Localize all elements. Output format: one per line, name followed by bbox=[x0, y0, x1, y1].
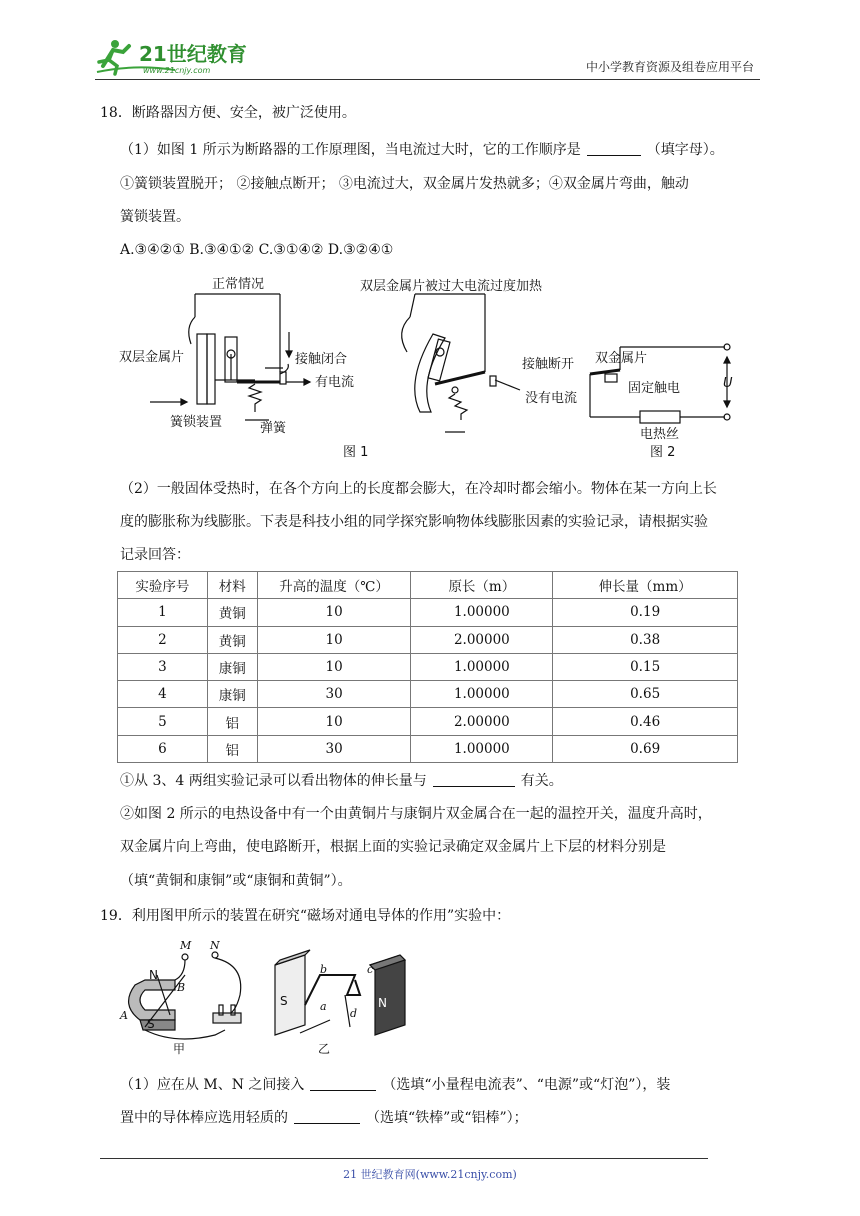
table-header-cell: 原长（m） bbox=[411, 572, 553, 599]
fig2-caption: 图 2 bbox=[650, 445, 676, 460]
table-cell: 30 bbox=[257, 681, 411, 708]
answer-blank-3[interactable] bbox=[310, 1077, 376, 1091]
answer-blank-1[interactable] bbox=[587, 142, 641, 156]
table-cell: 0.19 bbox=[553, 599, 738, 626]
fig-jia-label-A: A bbox=[120, 1009, 128, 1022]
q18-part1-text-a: （1）如图 1 所示为断路器的工作原理图，当电流过大时，它的工作顺序是 bbox=[120, 142, 581, 158]
table-cell: 0.38 bbox=[553, 626, 738, 653]
table-header-row bbox=[118, 572, 738, 599]
table-cell: 6 bbox=[118, 735, 208, 762]
table-cell: 1.00000 bbox=[411, 653, 553, 680]
page-header bbox=[95, 30, 760, 80]
fig-jia-label-S: S bbox=[147, 1017, 155, 1031]
q18-part2-line2: 度的膨胀称为线膨胀。下表是科技小组的同学探究影响物体线膨胀因素的实验记录，请根据实验 bbox=[120, 514, 708, 530]
fig1-label-nocurrent: 没有电流 bbox=[525, 391, 578, 406]
table-cell: 2.00000 bbox=[411, 626, 553, 653]
q19-part1-line2-text-b: （选填“铁棒”或“铝棒”）； bbox=[366, 1110, 528, 1126]
table-cell: 0.69 bbox=[553, 735, 738, 762]
table-cell: 1.00000 bbox=[411, 735, 553, 762]
table-cell: 1 bbox=[118, 599, 208, 626]
table-header-cell: 伸长量（mm） bbox=[553, 572, 738, 599]
q18-options: A.③④②① B.③④①② C.③①④② D.③②④① bbox=[120, 242, 394, 258]
q18-sub1-text-b: 有关。 bbox=[520, 773, 563, 789]
table-cell: 0.15 bbox=[553, 653, 738, 680]
q19-part1-line2 bbox=[120, 1108, 528, 1128]
q18-sub2-line1: ②如图 2 所示的电热设备中有一个由黄铜片与康铜片双金属合在一起的温控开关，温度升高时， bbox=[120, 806, 712, 822]
fig-yi-label-d: d bbox=[350, 1007, 358, 1020]
table-cell: 铝 bbox=[207, 708, 257, 735]
q18-part1-line2: ①簧锁装置脱开； ②接触点断开； ③电流过大，双金属片发热就多；④双金属片弯曲，触动 bbox=[120, 176, 689, 192]
q18-part1-line3: 簧锁装置。 bbox=[120, 209, 190, 225]
table-cell: 康铜 bbox=[207, 653, 257, 680]
table-cell: 10 bbox=[257, 708, 411, 735]
logo-text: 21世纪教育 bbox=[139, 42, 247, 66]
q19-title: 19．利用图甲所示的装置在研究“磁场对通电导体的作用”实验中： bbox=[100, 908, 511, 924]
q18-part2-line3: 记录回答： bbox=[120, 547, 190, 563]
table-cell: 2 bbox=[118, 626, 208, 653]
table-row bbox=[118, 653, 738, 680]
q18-sub1-text-a: ①从 3、4 两组实验记录可以看出物体的伸长量与 bbox=[120, 773, 427, 789]
table-cell: 0.65 bbox=[553, 681, 738, 708]
fig1-caption: 图 1 bbox=[343, 445, 369, 460]
table-row bbox=[118, 735, 738, 762]
table-cell: 铝 bbox=[207, 735, 257, 762]
fig2-label-bimetal: 双金属片 bbox=[595, 351, 648, 366]
table-cell: 10 bbox=[257, 626, 411, 653]
fig-yi-label-a: a bbox=[320, 1000, 327, 1013]
footer-divider bbox=[100, 1158, 708, 1159]
table-cell: 0.46 bbox=[553, 708, 738, 735]
fig1-label-close: 接触闭合 bbox=[295, 352, 348, 367]
q18-part2-line1: （2）一般固体受热时，在各个方向上的长度都会膨大，在冷却时都会缩小。物体在某一方向上长 bbox=[120, 481, 717, 497]
fig2-label-wire: 电热丝 bbox=[640, 427, 680, 442]
fig2-label-u: U bbox=[723, 376, 733, 391]
figure-jia-yi bbox=[115, 935, 415, 1060]
logo-url: www.21cnjy.com bbox=[143, 66, 211, 75]
table-cell: 3 bbox=[118, 653, 208, 680]
q19-part1-text-b: （选填“小量程电流表”、“电源”或“灯泡”），装 bbox=[382, 1077, 671, 1093]
fig1-label-lock: 簧锁装置 bbox=[170, 415, 223, 430]
q18-sub2-line2: 双金属片向上弯曲，使电路断开，根据上面的实验记录确定双金属片上下层的材料分别是 bbox=[120, 839, 666, 855]
q18-part1-text-b: （填字母）。 bbox=[646, 142, 724, 158]
table-cell: 1.00000 bbox=[411, 599, 553, 626]
fig-yi-label-c: c bbox=[367, 963, 374, 976]
q19-part1-line2-text-a: 置中的导体棒应选用轻质的 bbox=[120, 1110, 288, 1126]
fig2-label-contact: 固定触电 bbox=[628, 381, 681, 396]
table-cell: 5 bbox=[118, 708, 208, 735]
table-cell: 2.00000 bbox=[411, 708, 553, 735]
table-cell: 10 bbox=[257, 653, 411, 680]
table-cell: 黄铜 bbox=[207, 599, 257, 626]
fig1-label-heated: 双层金属片被过大电流过度加热 bbox=[360, 279, 543, 294]
fig-yi-caption: 乙 bbox=[318, 1042, 331, 1056]
fig-yi-label-N: N bbox=[378, 996, 387, 1010]
fig-yi-label-S: S bbox=[280, 994, 288, 1008]
header-platform-title: 中小学教育资源及组卷应用平台 bbox=[585, 60, 754, 74]
fig-jia-label-B: B bbox=[177, 981, 186, 994]
table-cell: 康铜 bbox=[207, 681, 257, 708]
page-footer: 21 世纪教育网(www.21cnjy.com) bbox=[343, 1168, 517, 1181]
table-header-cell: 材料 bbox=[207, 572, 257, 599]
fig1-label-normal: 正常情况 bbox=[212, 277, 265, 292]
table-row bbox=[118, 708, 738, 735]
table-row bbox=[118, 681, 738, 708]
expansion-data-table bbox=[117, 571, 738, 763]
table-row bbox=[118, 626, 738, 653]
fig1-label-open: 接触断开 bbox=[522, 357, 575, 372]
fig-jia-label-M: M bbox=[180, 939, 192, 952]
table-row bbox=[118, 599, 738, 626]
table-cell: 10 bbox=[257, 599, 411, 626]
answer-blank-4[interactable] bbox=[294, 1110, 360, 1124]
q18-title: 18．断路器因方便、安全，被广泛使用。 bbox=[100, 105, 356, 121]
q18-sub1 bbox=[120, 771, 563, 791]
fig1-label-spring: 弹簧 bbox=[260, 421, 287, 436]
q19-part1-line1 bbox=[120, 1075, 670, 1095]
table-cell: 30 bbox=[257, 735, 411, 762]
answer-blank-2[interactable] bbox=[433, 773, 515, 787]
table-cell: 4 bbox=[118, 681, 208, 708]
q18-part1-line1 bbox=[120, 140, 724, 160]
fig-jia-label-N: N bbox=[210, 939, 220, 952]
q18-sub2-line3: （填“黄铜和康铜”或“康铜和黄铜”）。 bbox=[120, 873, 352, 889]
fig-jia-label-N-magnet: N bbox=[149, 968, 158, 982]
table-cell: 1.00000 bbox=[411, 681, 553, 708]
table-cell: 黄铜 bbox=[207, 626, 257, 653]
table-header-cell: 升高的温度（℃） bbox=[257, 572, 411, 599]
fig-jia-caption: 甲 bbox=[173, 1042, 186, 1056]
site-logo bbox=[95, 36, 265, 76]
table-header-cell: 实验序号 bbox=[118, 572, 208, 599]
fig-yi-label-b: b bbox=[320, 963, 328, 976]
figure-1-and-2 bbox=[115, 272, 745, 462]
fig1-label-bimetal: 双层金属片 bbox=[119, 350, 185, 365]
q19-part1-text-a: （1）应在从 M、N 之间接入 bbox=[120, 1077, 305, 1093]
fig1-label-current: 有电流 bbox=[315, 375, 355, 390]
